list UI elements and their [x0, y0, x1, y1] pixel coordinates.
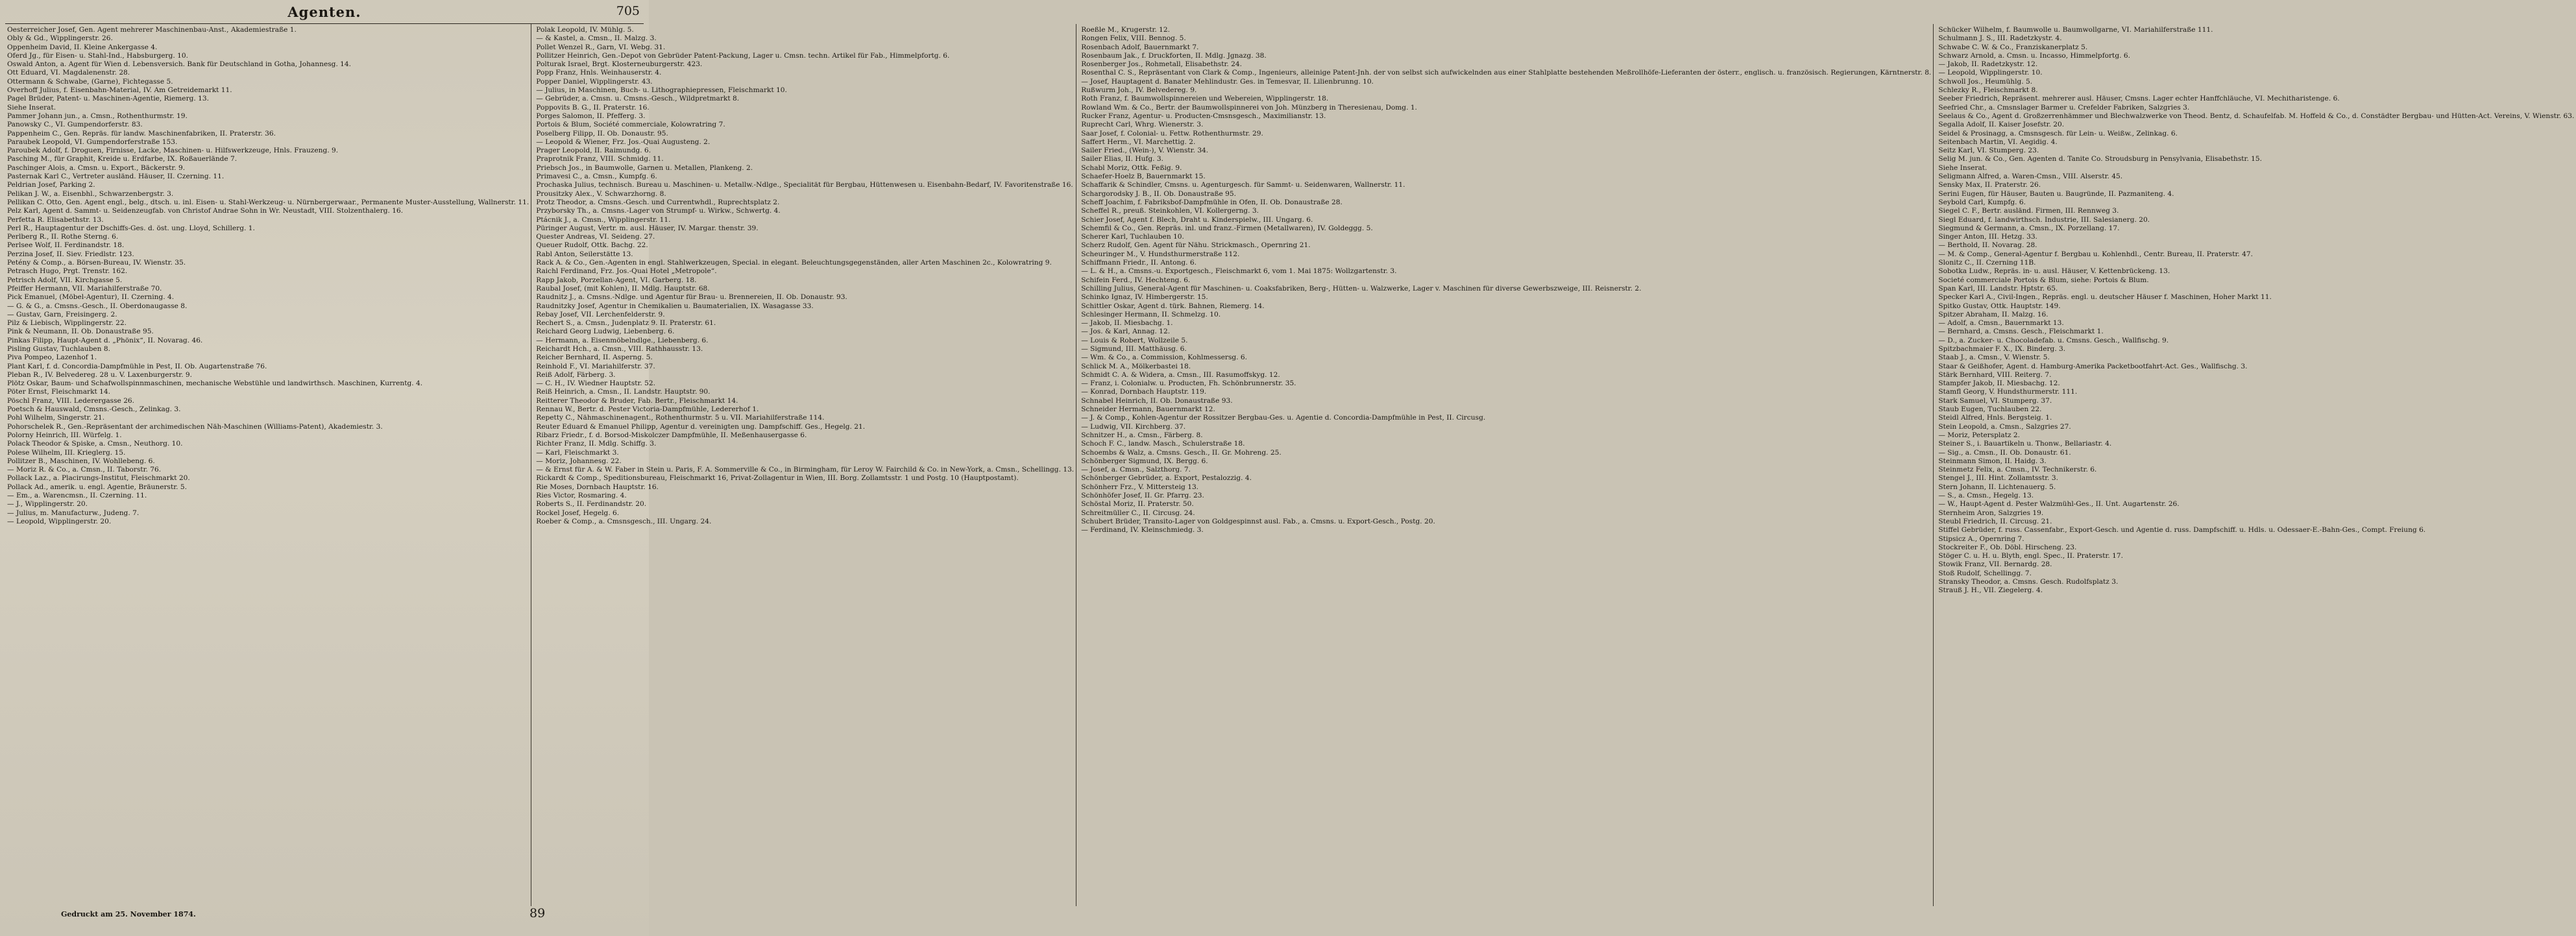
directory-entry: — Franz, i. Colonialw. u. Producten, Fh. Schönbrunnerstr. 35.	[1081, 379, 1296, 388]
directory-entry: Schiffmann Friedr., II. Antong. 6.	[1081, 259, 1197, 267]
directory-entry: Schlesinger Hermann, II. Schmelzg. 10.	[1081, 310, 1221, 318]
directory-entry: Polorny Heinrich, III. Würfelg. 1.	[7, 431, 122, 439]
directory-entry: Singer Anton, III. Hetzg. 33.	[1938, 233, 2037, 241]
directory-entry: — Hermann, a. Eisenmöbelndlge., Liebenberg. 6.	[536, 336, 709, 344]
directory-entry: Prochaska Julius, technisch. Bureau u. Maschinen- u. Metallw.-Ndlge., Specialität für Bergbau, Hüttenwesen u. Eisenbahn-Bedarf, IV. Favoritenstraße 16.	[536, 181, 1073, 189]
directory-entry: — & Kastel, a. Cmsn., II. Malzg. 3.	[536, 34, 657, 43]
directory-entry: Oferd Jg., für Eisen- u. Stahl-Ind., Habsburgerg. 10.	[7, 51, 188, 60]
directory-entry: Roeßle M., Krugerstr. 12.	[1081, 26, 1170, 34]
directory-entry: Pfeiffer Hermann, VII. Mariahilferstraße 70.	[7, 284, 162, 293]
directory-entry: Schargorodsky J. B., II. Ob. Donaustraße 95.	[1081, 189, 1236, 198]
directory-entry: Poppovits B. G., II. Praterstr. 16.	[536, 103, 650, 112]
directory-entry: Schnabel Heinrich, II. Ob. Donaustraße 93.	[1081, 396, 1233, 405]
directory-entry: Segalla Adolf, II. Kaiser Josefstr. 20.	[1938, 121, 2065, 129]
directory-entry: Sailer Fried., (Wein-), V. Wienstr. 34.	[1081, 147, 1209, 155]
directory-entry: Staub Eugen, Tuchlauben 22.	[1938, 405, 2042, 414]
directory-entry: Püringer August, Vertr. m. ausl. Häuser, IV. Margar. thenstr. 39.	[536, 224, 759, 232]
directory-entry: — Ludwig, VII. Kirchberg. 37.	[1081, 422, 1186, 431]
directory-entry: Stärk Bernhard, VIII. Reiterg. 7.	[1938, 370, 2052, 379]
directory-entry: — Ferdinand, IV. Kleinschmiedg. 3.	[1081, 526, 1204, 534]
directory-entry: Reichardt Hch., a. Cmsn., VIII. Rathhausstr. 13.	[536, 344, 703, 353]
directory-entry: — Moriz, Johannesg. 22.	[536, 457, 622, 465]
directory-entry: Pammer Johann jun., a. Cmsn., Rothenthurmstr. 19.	[7, 112, 188, 120]
directory-entry: Pollack Laz., a. Placirungs-Institut, Fleischmarkt 20.	[7, 474, 190, 483]
directory-entry: Ruprecht Carl, Whrg. Wienerstr. 3.	[1081, 121, 1204, 129]
directory-entry: Seelaus & Co., Agent d. Großzerrenhämmer und Blechwalzwerke von Theod. Bentz, d. Schaufelfab. M. Hoffeld & Co., d. Constädter Bergbau- und Hütten-Act. Vereins, V. Wienstr. 63.	[1938, 112, 2575, 120]
directory-entry: Polturak Israel, Brgt. Klosterneuburgerstr. 423.	[536, 60, 703, 69]
directory-entry: Schaefer-Hoelz B, Bauernmarkt 15.	[1081, 173, 1206, 181]
directory-entry: — Adolf, a. Cmsn., Bauernmarkt 13.	[1938, 319, 2064, 328]
directory-entry: Rosenbaum Jak., f. Druckforten, II. Mdlg. Jgnazg. 38.	[1081, 51, 1267, 60]
directory-entry: Pohorschelek R., Gen.-Repräsentant der archimedischen Näh-Maschinen (Williams-Patent), Akademiestr. 3.	[7, 422, 383, 431]
directory-entry: — Leopold & Wiener, Frz. Jos.-Quai Augusteng. 2.	[536, 138, 711, 146]
directory-entry: — Em., a. Warencmsn., II. Czerning. 11.	[7, 492, 147, 500]
directory-entry: Schinko Ignaz, IV. Himbergerstr. 15.	[1081, 293, 1208, 302]
directory-entry: Seitenbach Martin, VI. Aegidig. 4.	[1938, 138, 2058, 146]
directory-entry: Rennau W., Bertr. d. Pester Victoria-Dampfmühle, Ledererhof 1.	[536, 405, 759, 414]
page-header	[5, 3, 644, 23]
directory-entry: Rosenberger Jos., Rohmetall, Elisabethstr. 24.	[1081, 60, 1242, 69]
column-4	[1936, 24, 2576, 906]
directory-entry: Stern Johann, II. Lichtenauerg. 5.	[1938, 483, 2056, 491]
directory-entry: Stein Leopold, a. Cmsn., Salzgries 27.	[1938, 422, 2071, 431]
directory-entry: Schwoll Jos., Heumühlg. 5.	[1938, 77, 2033, 86]
directory-entry: Rosenbach Adolf, Bauernmarkt 7.	[1081, 43, 1199, 51]
directory-entry: Staar & Geißhofer, Agent. d. Hamburg-Amerika Packetbootfahrt-Act. Ges., Wallfischg. 3.	[1938, 362, 2248, 370]
directory-entry: — C. H., IV. Wiedner Hauptstr. 52.	[536, 379, 655, 388]
directory-entry: Praprotnik Franz, VIII. Schmidg. 11.	[536, 155, 664, 163]
directory-entry: — L. & H., a. Cmsns.-u. Exportgesch., Fleischmarkt 6, vom 1. Mai 1875: Wollzgartenstr. 3.	[1081, 267, 1397, 276]
print-date: Gedruckt am 25. November 1874.	[61, 910, 196, 918]
directory-entry: Schnitzer H., a. Cmsn., Färberg. 8.	[1081, 431, 1203, 439]
directory-entry: Schulmann J. S., III. Radetzkystr. 4.	[1938, 34, 2062, 43]
directory-entry: Petrasch Hugo, Prgt. Trenstr. 162.	[7, 267, 128, 276]
directory-entry: Popper Daniel, Wipplingerstr. 43.	[536, 77, 653, 86]
directory-entry: Seefried Chr., a. Cmsnslager Barmer u. Crefelder Fabriken, Salzgries 3.	[1938, 103, 2190, 112]
directory-entry: Oppenheim David, II. Kleine Ankergasse 4.	[7, 43, 158, 51]
directory-entry: Pasching M., für Graphit, Kreide u. Erdfarbe, IX. Roßauerlände 7.	[7, 155, 237, 163]
directory-entry: Seitz Karl, VI. Stumperg. 23.	[1938, 147, 2039, 155]
directory-columns	[5, 23, 2575, 906]
directory-entry: Pisling Gustav, Tuchlauben 8.	[7, 344, 110, 353]
directory-entry: Schneider Hermann, Bauernmarkt 12.	[1081, 405, 1215, 414]
directory-entry: Specker Karl A., Civil-Ingen., Repräs. engl. u. deutscher Häuser f. Maschinen, Hoher Markt 11.	[1938, 293, 2272, 302]
directory-entry: Pollack Ad., amerik. u. engl. Agentie, Bräunerstr. 5.	[7, 483, 187, 491]
directory-entry: Paraubek Leopold, VI. Gumpendorferstraße 153.	[7, 138, 178, 146]
directory-entry: Stengel J., III. Hint. Zollamtsstr. 3.	[1938, 474, 2058, 483]
directory-entry: Schmidt C. A. & Widera, a. Cmsn., III. Rasumoffskyg. 12.	[1081, 370, 1280, 379]
directory-entry: Rosenthal C. S., Repräsentant von Clark & Comp., Ingenieurs, alleinige Patent-Jnh. der von selbst sich aufwickelnden aus einer Stahlplatte bestehenden Meßrollhöfe-Lieferanten der österr., englisch. u. französisch. Regierungen, Kärntnerstr. 8.	[1081, 69, 1932, 77]
directory-entry: Rowland Wm. & Co., Bertr. der Baumwollspinnerei von Joh. Münzberg in Theresienau, Domg. 1.	[1081, 103, 1417, 112]
directory-entry: Spitzbachmaier F. X., IX. Binderg. 3.	[1938, 344, 2066, 353]
directory-entry: Raubal Josef, (mit Kohlen), II. Mdlg. Hauptstr. 68.	[536, 284, 710, 293]
directory-entry: Pellikan C. Otto, Gen. Agent engl., belg., dtsch. u. inl. Eisen- u. Stahl-Werkzeug- u. Nürnbergerwaar., Permanente Muster-Ausstellung, Wallnerstr. 11.	[7, 198, 529, 206]
directory-entry: Schemfil & Co., Gen. Repräs. inl. und franz.-Firmen (Metallwaren), IV. Goldeggg. 5.	[1081, 224, 1373, 232]
directory-entry: Reiß Adolf, Färberg. 3.	[536, 370, 616, 379]
directory-entry: Steinmann Simon, II. Haidg. 3.	[1938, 457, 2047, 465]
directory-entry: Przyborsky Th., a. Cmsns.-Lager von Strumpf- u. Wirkw., Schwertg. 4.	[536, 207, 781, 215]
directory-entry: Pöter Ernst, Fleischmarkt 14.	[7, 388, 110, 396]
directory-entry: Stoß Rudolf, Schellingg. 7.	[1938, 569, 2032, 577]
directory-entry: Paroubek Adolf, f. Droguen, Firnisse, Lacke, Maschinen- u. Hilfswerkzeuge, Hnls. Frauzeng. 9.	[7, 147, 339, 155]
directory-entry: — Berthold, II. Novarag. 28.	[1938, 241, 2037, 250]
directory-entry: Queuer Rudolf, Ottk. Bachg. 22.	[536, 241, 648, 250]
directory-entry: Stowik Franz, VII. Bernardg. 28.	[1938, 560, 2052, 569]
directory-entry: Oesterreicher Josef, Gen. Agent mehrerer Maschinenbau-Anst., Akademiestraße 1.	[7, 26, 297, 34]
directory-entry: Schlezky R., Fleischmarkt 8.	[1938, 86, 2038, 95]
directory-entry: Schittler Oskar, Agent d. türk. Bahnen, Riemerg. 14.	[1081, 302, 1265, 310]
directory-entry: Roeber & Comp., a. Cmsnsgesch., III. Ungarg. 24.	[536, 517, 712, 525]
directory-entry: Stiffel Gebrüder, f. russ. Cassenfabr., Export-Gesch. und Agentie d. russ. Dampfschiff. u. Hdls. u. Odessaer-E.-Bahn-Ges., Compt. Freiung 6.	[1938, 526, 2426, 534]
directory-entry: Repetty C., Nähmaschinenagent., Rothenthurmstr. 5 u. VII. Mariahilferstraße 114.	[536, 414, 825, 422]
directory-entry: Ptácnik J., a. Cmsn., Wipplingerstr. 11.	[536, 215, 671, 224]
directory-entry: Schönberger Gebrüder, a. Export, Pestalozzig. 4.	[1081, 474, 1252, 483]
directory-entry: Rebay Josef, VII. Lerchenfelderstr. 9.	[536, 310, 665, 318]
directory-entry: — Julius, in Maschinen, Buch- u. Lithographiepressen, Fleischmarkt 10.	[536, 86, 787, 95]
directory-entry: Sailer Elias, II. Hufg. 3.	[1081, 155, 1163, 163]
column-1	[5, 24, 531, 906]
directory-entry: Steinmetz Felix, a. Cmsn., IV. Technikerstr. 6.	[1938, 466, 2097, 474]
directory-entry: — J. & Comp., Kohlen-Agentur der Rossitzer Bergbau-Ges. u. Agentie d. Concordia-Dampfmühle in Pest, II. Circusg.	[1081, 414, 1486, 422]
directory-entry: Pleban R., IV. Belvedereg. 28 u. V. Laxenburgerstr. 9.	[7, 370, 193, 379]
directory-entry: Rockel Josef, Hegelg. 6.	[536, 509, 620, 517]
directory-entry: Schoembs & Walz, a. Cmsns. Gesch., II. Gr. Mohreng. 25.	[1081, 448, 1282, 457]
directory-entry: Schönherr Frz., V. Mittersteig 13.	[1081, 483, 1199, 491]
directory-entry: Plant Karl, f. d. Concordia-Dampfmühle in Pest, II. Ob. Augartenstraße 76.	[7, 362, 267, 370]
directory-entry: Pelikan J. W., a. Eisenbhl., Schwarzenbergstr. 3.	[7, 189, 174, 198]
directory-entry: Pollitzer Heinrich, Gen.-Depot von Gebrüder Patent-Packung, Lager u. Cmsn. techn. Artikel für Fab., Himmelpfortg. 6.	[536, 51, 950, 60]
directory-entry: — S., a. Cmsn., Hegelg. 13.	[1938, 492, 2034, 500]
directory-entry: — Gustav, Garn, Freisingerg. 2.	[7, 310, 117, 318]
page-number: 705	[616, 4, 640, 18]
directory-entry: — Jos. & Karl, Annag. 12.	[1081, 328, 1171, 336]
directory-entry: Stark Samuel, VI. Stumperg. 37.	[1938, 396, 2052, 405]
directory-entry: Scheffel R., preuß. Steinkohlen, VI. Kollergerng. 3.	[1081, 207, 1259, 215]
directory-entry: Spitko Gustav, Ottk. Hauptstr. 149.	[1938, 302, 2061, 310]
directory-entry: Schwabe C. W. & Co., Franziskanerplatz 5.	[1938, 43, 2088, 51]
directory-entry: Strauß J. H., VII. Ziegelerg. 4.	[1938, 586, 2043, 595]
directory-entry: Rußwurm Joh., IV. Belvedereg. 9.	[1081, 86, 1197, 95]
directory-entry: Pollet Wenzel R., Garn, VI. Webg. 31.	[536, 43, 666, 51]
directory-entry: Schücker Wilhelm, f. Baumwolle u. Baumwollgarne, VI. Mariahilferstraße 111.	[1938, 26, 2213, 34]
directory-entry: Rickardt & Comp., Speditionsbureau, Fleischmarkt 16, Privat-Zollagentur in Wien, III. Borg. Zollamtsstr. 1 und Postg. 10 (Hauptpostamt).	[536, 474, 1019, 483]
directory-entry: Sensky Max, II. Praterstr. 26.	[1938, 181, 2041, 189]
directory-entry: — M. & Comp., General-Agentur f. Bergbau u. Kohlenhdl., Centr. Bureau, II. Praterstr. 47.	[1938, 250, 2253, 258]
directory-entry: Overhoff Julius, f. Eisenbahn-Material, IV. Am Getreidemarkt 11.	[7, 86, 232, 95]
directory-entry: — Josef, Hauptagent d. Banater Mehlindustr. Ges. in Temesvar, II. Lilienbrunng. 10.	[1081, 77, 1374, 86]
directory-entry: Panowsky C., VI. Gumpendorferstr. 83.	[7, 121, 143, 129]
directory-entry: Reitterer Theodor & Bruder, Fab. Bertr., Fleischmarkt 14.	[536, 396, 738, 405]
directory-entry: Roth Franz, f. Baumwollspinnereien und Webereien, Wipplingerstr. 18.	[1081, 95, 1329, 103]
directory-entry: Prousitzky Alex., V. Schwarzhorng. 8.	[536, 189, 666, 198]
directory-entry: Siegel C. F., Bertr. ausländ. Firmen, III. Rennweg 3.	[1938, 207, 2119, 215]
directory-entry: Pink & Neumann, II. Ob. Donaustraße 95.	[7, 328, 154, 336]
directory-entry: Steidl Alfred, Hnls. Bergsteig. 1.	[1938, 414, 2052, 422]
column-3	[1079, 24, 1934, 906]
directory-entry: Roberts S., II. Ferdinandstr. 20.	[536, 500, 647, 509]
directory-entry: Pollitzer B., Maschinen, IV. Wohllebeng. 6.	[7, 457, 155, 465]
directory-entry: Schlick M. A., Mölkerbastei 18.	[1081, 362, 1191, 370]
directory-entry: Seybold Carl, Kumpfg. 6.	[1938, 198, 2026, 206]
directory-entry: Span Karl, III. Landstr. Hptstr. 65.	[1938, 284, 2058, 293]
directory-entry: Reicher Bernhard, II. Asperng. 5.	[536, 354, 653, 362]
directory-entry: — Josef, a. Cmsn., Salzthorg. 7.	[1081, 466, 1191, 474]
directory-entry: Schöstal Moriz, II. Praterstr. 50.	[1081, 500, 1194, 509]
directory-entry: Schubert Brüder, Transito-Lager von Goldgespinnst ausl. Fab., a. Cmsns. u. Export-Gesch., Postg. 20.	[1081, 517, 1435, 525]
directory-entry: — Julius, m. Manufacturw., Judeng. 7.	[7, 509, 140, 517]
directory-entry: Reuter Eduard & Emanuel Philipp, Agentur d. vereinigten ung. Dampfschiff. Ges., Hegelg. 21.	[536, 422, 866, 431]
directory-entry: Reichard Georg Ludwig, Liebenberg. 6.	[536, 328, 675, 336]
directory-entry: Serini Eugen, für Häuser, Bauten u. Baugründe, II. Pazmaniteng. 4.	[1938, 189, 2174, 198]
directory-entry: — & Ernst für A. & W. Faber in Stein u. Paris, F. A. Sommerville & Co., in Birmingham, für Leroy W. Fairchild & Co. in New-York, a. Cmsn., Schellingg. 13.	[536, 466, 1075, 474]
directory-entry: Polese Wilhelm, III. Krieglerg. 15.	[7, 448, 126, 457]
directory-entry: Peldrian Josef, Parking 2.	[7, 181, 95, 189]
directory-entry: Quester Andreas, VI. Seideng. 27.	[536, 233, 655, 241]
directory-entry: Scheuringer M., V. Hundsthurmerstraße 112.	[1081, 250, 1240, 258]
directory-entry: Stockreiter F., Ob. Döbl. Hirscheng. 23.	[1938, 543, 2077, 551]
directory-entry: Pohl Wilhelm, Singerstr. 21.	[7, 414, 105, 422]
signature-mark: 89	[529, 906, 546, 920]
directory-entry: Siegl Eduard, f. landwirthsch. Industrie, III. Salesianerg. 20.	[1938, 215, 2150, 224]
directory-entry: Reinhold F., VI. Mariahilferstr. 37.	[536, 362, 655, 370]
directory-entry: Pinkas Filipp, Haupt-Agent d. „Phönix“, II. Novarag. 46.	[7, 336, 203, 344]
directory-entry: Siehe Inserat.	[7, 103, 56, 112]
directory-entry: — Jakob, II. Miesbachg. 1.	[1081, 319, 1173, 328]
directory-entry: Siegmund & Germann, a. Cmsn., IX. Porzellang. 17.	[1938, 224, 2120, 232]
directory-entry: Schilling Julius, General-Agent für Maschinen- u. Coaksfabriken, Berg-, Hütten- u. Walzwerke, Lager v. Maschinen für diverse Gewerbszweige, III. Reisnerstr. 2.	[1081, 284, 1642, 293]
directory-entry: Petrisch Adolf, VII. Kirchgasse 5.	[7, 276, 123, 284]
directory-entry: Scherz Rudolf, Gen. Agent für Nähu. Strickmasch., Opernring 21.	[1081, 241, 1311, 250]
directory-entry: — Konrad, Dornbach Hauptstr. 119.	[1081, 388, 1207, 396]
page-title: Agenten.	[287, 4, 361, 20]
directory-entry: Stampfer Jakob, II. Miesbachg. 12.	[1938, 379, 2060, 388]
directory-entry: — Leopold, Wipplingerstr. 20.	[7, 517, 112, 525]
directory-entry: Poetsch & Hauswald, Cmsns.-Gesch., Zelinkag. 3.	[7, 405, 181, 414]
directory-entry: Pilz & Liebisch, Wipplingerstr. 22.	[7, 319, 127, 328]
directory-entry: Rucker Franz, Agentur- u. Producten-Cmsnsgesch., Maximilianstr. 13.	[1081, 112, 1326, 120]
directory-entry: Raudnitzky Josef, Agentur in Chemikalien u. Baumaterialien, IX. Wasagasse 33.	[536, 302, 814, 310]
directory-entry: Perlberg R., II. Rothe Sterng. 6.	[7, 233, 119, 241]
directory-entry: Oswald Anton, a. Agent für Wien d. Lebensversich. Bank für Deutschland in Gotha, Johannesg. 14.	[7, 60, 352, 69]
directory-entry: Prager Leopold, II. Raimundg. 6.	[536, 147, 651, 155]
directory-entry: Plötz Oskar, Baum- und Schafwollspinnmaschinen, mechanische Webstühle und landwirthsch. Maschinen, Kurrentg. 4.	[7, 379, 423, 388]
directory-entry: Ottermann & Schwabe, (Garne), Fichtegasse 5.	[7, 77, 173, 86]
directory-entry: — D., a. Zucker- u. Chocoladefab. u. Cmsns. Gesch., Wallfischg. 9.	[1938, 336, 2169, 344]
directory-entry: Protz Theodor, a. Cmsns.-Gesch. und Currentwhdl., Ruprechtsplatz 2.	[536, 198, 780, 206]
directory-entry: Polak Leopold, IV. Mühlg. 5.	[536, 26, 634, 34]
directory-entry: Perlsee Wolf, II. Ferdinandstr. 18.	[7, 241, 125, 250]
directory-entry: — Leopold, Wipplingerstr. 10.	[1938, 69, 2043, 77]
directory-entry: Sobotka Ludw., Repräs. in- u. ausl. Häuser, V. Kettenbrückeng. 13.	[1938, 267, 2170, 276]
directory-entry: Pappenheim C., Gen. Repräs. für landw. Maschinenfabriken, II. Praterstr. 36.	[7, 129, 276, 138]
directory-entry: — Karl, Fleischmarkt 3.	[536, 448, 619, 457]
directory-entry: Porges Salomon, II. Pfefferg. 3.	[536, 112, 646, 120]
directory-entry: Perl R., Hauptagentur der Dschiffs-Ges. d. öst. ung. Lloyd, Schillerg. 1.	[7, 224, 255, 232]
directory-entry: Pagel Brüder, Patent- u. Maschinen-Agentie, Riemerg. 13.	[7, 95, 209, 103]
directory-entry: Portois & Blum, Société commerciale, Kolowratring 7.	[536, 121, 725, 129]
directory-entry: Perfetta R. Elisabethstr. 13.	[7, 215, 104, 224]
directory-entry: Paschinger Alois, a. Cmsn. u. Export., Bäckerstr. 9.	[7, 163, 186, 172]
directory-entry: Priebsch Jos., in Baumwolle, Garnen u. Metallen, Plankeng. 2.	[536, 163, 753, 172]
directory-entry: Rie Moses, Dornbach Hauptstr. 16.	[536, 483, 659, 491]
directory-entry: Petény & Comp., a. Börsen-Bureau, IV. Wienstr. 35.	[7, 259, 186, 267]
directory-entry: Reiß Heinrich, a. Cmsn., II. Landstr. Hauptstr. 90.	[536, 388, 711, 396]
directory-entry: Stamfl Georg, V. Hundsthurmerstr. 111.	[1938, 388, 2078, 396]
directory-entry: Ott Eduard, VI. Magdalenenstr. 28.	[7, 69, 130, 77]
directory-entry: Ries Victor, Rosmaring. 4.	[536, 492, 627, 500]
directory-entry: Schwarz Arnold, a. Cmsn. u. Incasso, Himmelpfortg. 6.	[1938, 51, 2130, 60]
column-2	[534, 24, 1076, 906]
directory-entry: — Wm. & Co., a. Commission, Kohlmessersg. 6.	[1081, 354, 1248, 362]
directory-entry: Poselberg Filipp, II. Ob. Donaustr. 95.	[536, 129, 668, 138]
directory-entry: Stipsicz A., Opernring 7.	[1938, 534, 2024, 543]
directory-entry: Rapp Jakob, Porzellan-Agent, VI. Garberg. 18.	[536, 276, 697, 284]
directory-entry: Richter Franz, II. Mdlg. Schiffg. 3.	[536, 440, 657, 448]
directory-entry: Rack A. & Co., Gen.-Agenten in engl. Stahlwerkzeugen, Special. in elegant. Beleuchtungsgegenständen, aller Arten Maschinen 2c., Kolowratring 9.	[536, 259, 1052, 267]
directory-entry: — Jakob, II. Radetzkystr. 12.	[1938, 60, 2038, 69]
directory-entry: Rabl Anton, Seilerstätte 13.	[536, 250, 633, 258]
directory-entry: Pick Emanuel, (Möbel-Agentur), II. Czerning. 4.	[7, 293, 175, 302]
directory-entry: Scherer Karl, Tuchlauben 10.	[1081, 233, 1184, 241]
directory-entry: Seligmann Alfred, a. Waren-Cmsn., VIII. Alserstr. 45.	[1938, 173, 2123, 181]
directory-entry: Perzina Josef, II. Siev. Friedlstr. 123.	[7, 250, 134, 258]
directory-entry: Schönberger Sigmund, IX. Bergg. 6.	[1081, 457, 1208, 465]
directory-entry: Pöschl Franz, VIII. Lederergasse 26.	[7, 396, 135, 405]
directory-entry: Steubl Friedrich, II. Circusg. 21.	[1938, 517, 2052, 525]
directory-entry: Piva Pompeo, Lazenhof 1.	[7, 354, 97, 362]
directory-entry: Schier Josef, Agent f. Blech, Draht u. Kinderspielw., III. Ungarg. 6.	[1081, 215, 1313, 224]
directory-entry: — Moriz, Petersplatz 2.	[1938, 431, 2021, 439]
directory-entry: Pasternak Karl C., Vertreter ausländ. Häuser, II. Czerning. 11.	[7, 173, 225, 181]
directory-entry: Saffert Herm., VI. Marchettig. 2.	[1081, 138, 1196, 146]
directory-entry: Schifein Ferd., IV. Hechteng. 6.	[1081, 276, 1191, 284]
directory-entry: Rongen Felix, VIII. Bennog. 5.	[1081, 34, 1186, 43]
directory-entry: Schoch F. C., landw. Masch., Schulerstraße 18.	[1081, 440, 1245, 448]
directory-entry: — Louis & Robert, Wollzeile 5.	[1081, 336, 1188, 344]
directory-entry: Obly & Gd., Wipplingerstr. 26.	[7, 34, 113, 43]
directory-entry: Schönhöfer Josef, II. Gr. Pfarrg. 23.	[1081, 492, 1204, 500]
directory-entry: Rechert S., a. Cmsn., Judenplatz 9. II. Praterstr. 61.	[536, 319, 716, 328]
directory-entry: — W., Haupt-Agent d. Pester Walzmühl-Ges., II. Unt. Augartenstr. 26.	[1938, 500, 2180, 509]
directory-entry: Steiner S., i. Bauartikeln u. Thonw., Bellariastr. 4.	[1938, 440, 2112, 448]
directory-entry: Schaffarik & Schindler, Cmsns. u. Agenturgesch. für Sammt- u. Seidenwaren, Wallnerstr. 11.	[1081, 181, 1405, 189]
directory-entry: — Sig., a. Cmsn., II. Ob. Donaustr. 61.	[1938, 448, 2071, 457]
directory-entry: — G. & G., a. Cmsns.-Gesch., II. Oberdonaugasse 8.	[7, 302, 188, 310]
directory-entry: Raudnitz J., a. Cmsns.-Ndlge. und Agentur für Brau- u. Brennereien, II. Ob. Donaustr. 93.	[536, 293, 847, 302]
directory-entry: Selig M. jun. & Co., Gen. Agenten d. Tanite Co. Stroudsburg in Pensylvania, Elisabethstr. 15.	[1938, 155, 2263, 163]
directory-entry: Seeber Friedrich, Repräsent. mehrerer ausl. Häuser, Cmsns. Lager echter Hanffchläuche, VI. Mechitharistenge. 6.	[1938, 95, 2340, 103]
directory-entry: Stöger C. u. H. u. Blyth, engl. Spec., II. Praterstr. 17.	[1938, 552, 2123, 560]
directory-entry: Seidel & Prosinagg, a. Cmsnsgesch. für Lein- u. Weißw., Zelinkag. 6.	[1938, 129, 2178, 138]
directory-entry: Saar Josef, f. Colonial- u. Fettw. Rothenthurmstr. 29.	[1081, 129, 1263, 138]
page-footer	[5, 906, 644, 932]
directory-entry: Schreitmüller C., II. Circusg. 24.	[1081, 509, 1195, 517]
directory-entry: Slonitz C., II. Czerning 11B.	[1938, 259, 2036, 267]
directory-entry: Pelz Karl, Agent d. Sammt- u. Seidenzeugfab. von Christof Andrae Sohn in Wr. Neustadt, VIII. Stolzenthalerg. 16.	[7, 207, 404, 215]
directory-entry: — J., Wipplingerstr. 20.	[7, 500, 88, 509]
directory-entry: Sternheim Aron, Salzgries 19.	[1938, 509, 2044, 517]
directory-entry: — Bernhard, a. Cmsns. Gesch., Fleischmarkt 1.	[1938, 328, 2104, 336]
directory-entry: Polack Theodor & Spiske, a. Cmsn., Neuthorg. 10.	[7, 440, 183, 448]
directory-entry: Stransky Theodor, a. Cmsns. Gesch. Rudolfsplatz 3.	[1938, 578, 2119, 586]
directory-entry: Siehe Inserat.	[1938, 163, 1987, 172]
directory-entry: — Moriz R. & Co., a. Cmsn., II. Taborstr. 76.	[7, 466, 162, 474]
directory-entry: Staab J., a. Cmsn., V. Wienstr. 5.	[1938, 354, 2050, 362]
directory-entry: Scheff Joachim, f. Fabriksbof-Dampfmühle in Ofen, II. Ob. Donaustraße 28.	[1081, 198, 1343, 206]
directory-entry: Spitzer Abraham, II. Malzg. 16.	[1938, 310, 2048, 318]
directory-entry: Ribarz Friedr., f. d. Borsod-Miskolczer Dampfmühle, II. Meßenhausergasse 6.	[536, 431, 807, 439]
directory-entry: Raichl Ferdinand, Frz. Jos.-Quai Hotel „Metropole“.	[536, 267, 717, 276]
directory-entry: — Gebrüder, a. Cmsn. u. Cmsns.-Gesch., Wildpretmarkt 8.	[536, 95, 740, 103]
directory-entry: Societé commerciale Portois & Blum, siehe: Portois & Blum.	[1938, 276, 2149, 284]
directory-entry: Popp Franz, Hnls. Weinhauserstr. 4.	[536, 69, 662, 77]
directory-entry: Schabl Moriz, Ottk. Feßig. 9.	[1081, 163, 1182, 172]
directory-entry: — Sigmund, III. Matthäusg. 6.	[1081, 344, 1187, 353]
directory-entry: Primavesi C., a. Cmsn., Kumpfg. 6.	[536, 173, 657, 181]
